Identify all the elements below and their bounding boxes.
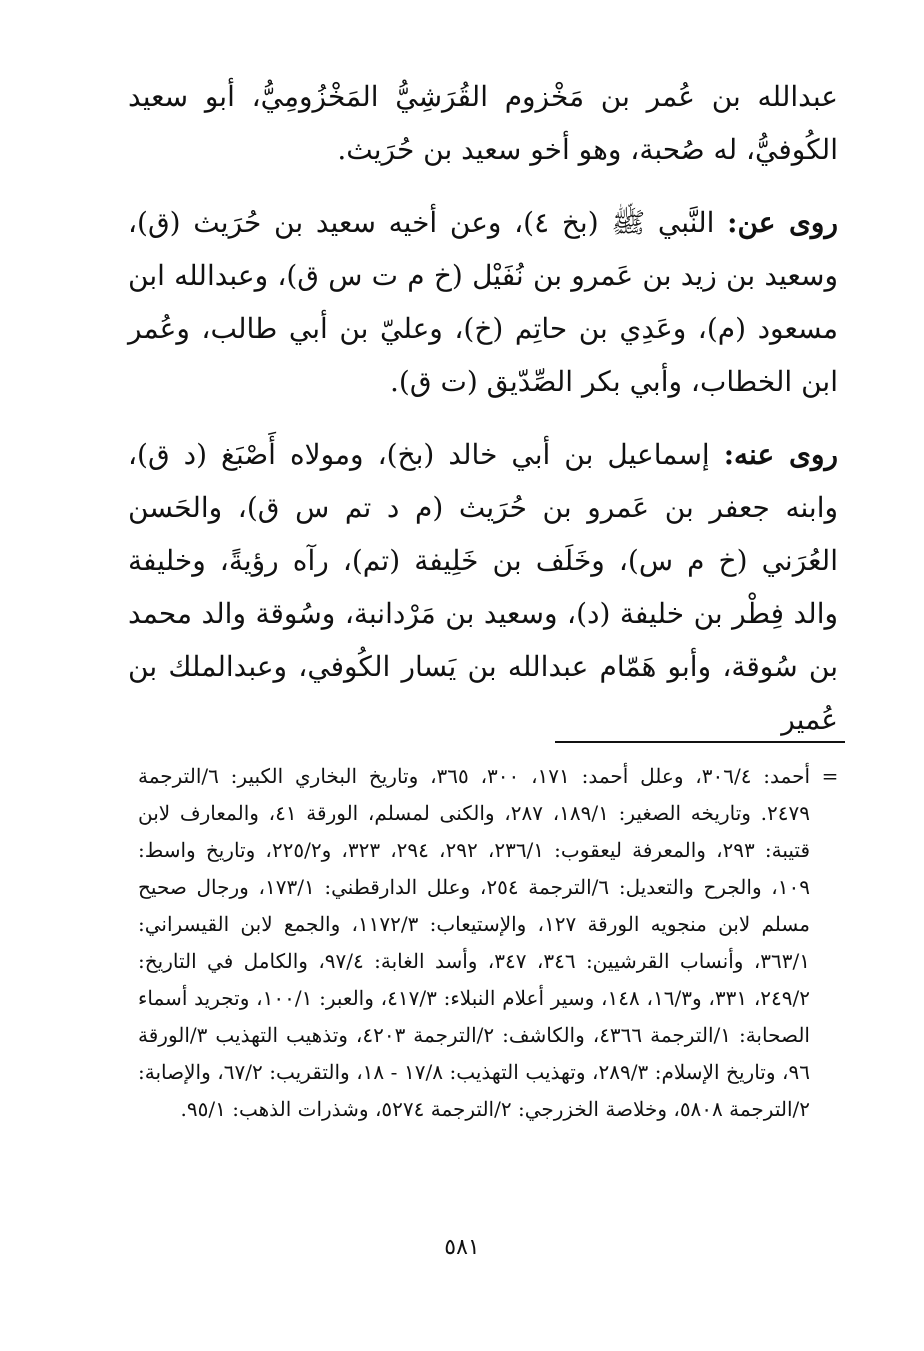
narrated-from-label: روى عن:: [727, 206, 838, 239]
narrated-from-paragraph: [128, 196, 838, 408]
footnote-separator: [555, 741, 845, 743]
page-number: ٥٨١: [444, 1235, 480, 1260]
intro-paragraph: [128, 70, 838, 176]
narrated-by-label: روى عنه:: [723, 438, 839, 471]
footnote-block: [138, 758, 810, 1128]
narrated-from-text: النَّبي ﷺ (بخ ٤)، وعن أخيه سعيد بن حُرَيث (ق)، وسعيد بن زيد بن عَمرو بن نُفَيْل (خ م ت س ق)، وعبدالله ابن مسعود (م)، وعَدِي بن حاتِم (خ)، وعليّ بن أبي طالب، وعُمر ابن الخطاب، وأبي بكر الصِّدّيق (ت ق).: [128, 206, 838, 398]
narrated-by-paragraph: [128, 428, 838, 746]
footnote-text: أحمد: ٣٠٦/٤، وعلل أحمد: ١٧١، ٣٠٠، ٣٦٥، وتاريخ البخاري الكبير: ٦/الترجمة ٢٤٧٩. وتاريخه الصغير: ١٨٩/١، ٢٨٧، والكنى لمسلم، الورقة ٤١، والمعارف لابن قتيبة: ٢٩٣، والمعرفة ليعقوب: ٢٣٦/١، ٢٩٢، ٢٩٤، ٣٢٣، و٢٢٥/٢، وتاريخ واسط: ١٠٩، والجرح والتعديل: ٦/الترجمة ٢٥٤، وعلل الدارقطني: ١٧٣/١، ورجال صحيح مسلم لابن منجويه الورقة ١٢٧، والإستيعاب: ١١٧٢/٣، والجمع لابن القيسراني: ٣٦٣/١، وأنساب القرشيين: ٣٤٦، ٣٤٧، وأسد الغابة: ٩٧/٤، والكامل في التاريخ: ٢٤٩/٢، ٣٣١، و١٦/٣، ١٤٨، وسير أعلام النبلاء: ٤١٧/٣، والعبر: ١٠٠/١، وتجريد أسماء الصحابة: ١/الترجمة ٤٣٦٦، والكاشف: ٢/الترجمة ٤٢٠٣، وتذهيب التهذيب ٣/الورقة ٩٦، وتاريخ الإسلام: ٢٨٩/٣، وتهذيب التهذيب: ١٧/٨ - ١٨، والتقريب: ٦٧/٢، والإصابة: ٢/الترجمة ٥٨٠٨، وخلاصة الخزرجي: ٢/الترجمة ٥٢٧٤، وشذرات الذهب: ٩٥/١.: [138, 764, 811, 1121]
footnote-continuation-marker: =: [821, 764, 839, 788]
main-text-block: [128, 70, 838, 766]
narrated-by-text: إسماعيل بن أبي خالد (بخ)، ومولاه أَصْبَغ (د ق)، وابنه جعفر بن عَمرو بن حُرَيث (م د تم س ق)، والحَسن العُرَني (خ م س)، وخَلَف بن خَلِيفة (تم)، رآه رؤيةً، وخليفة والد فِطْر بن خليفة (د)، وسعيد بن مَرْدانبة، وسُوقة والد محمد بن سُوقة، وأبو هَمّام عبدالله بن يَسار الكُوفي، وعبدالملك بن عُمير: [128, 438, 838, 736]
intro-text: عبدالله بن عُمر بن مَخْزوم القُرَشِيُّ المَخْزُومِيُّ، أبو سعيد الكُوفيُّ، له صُحبة، وهو أخو سعيد بن حُرَيث.: [128, 80, 838, 166]
